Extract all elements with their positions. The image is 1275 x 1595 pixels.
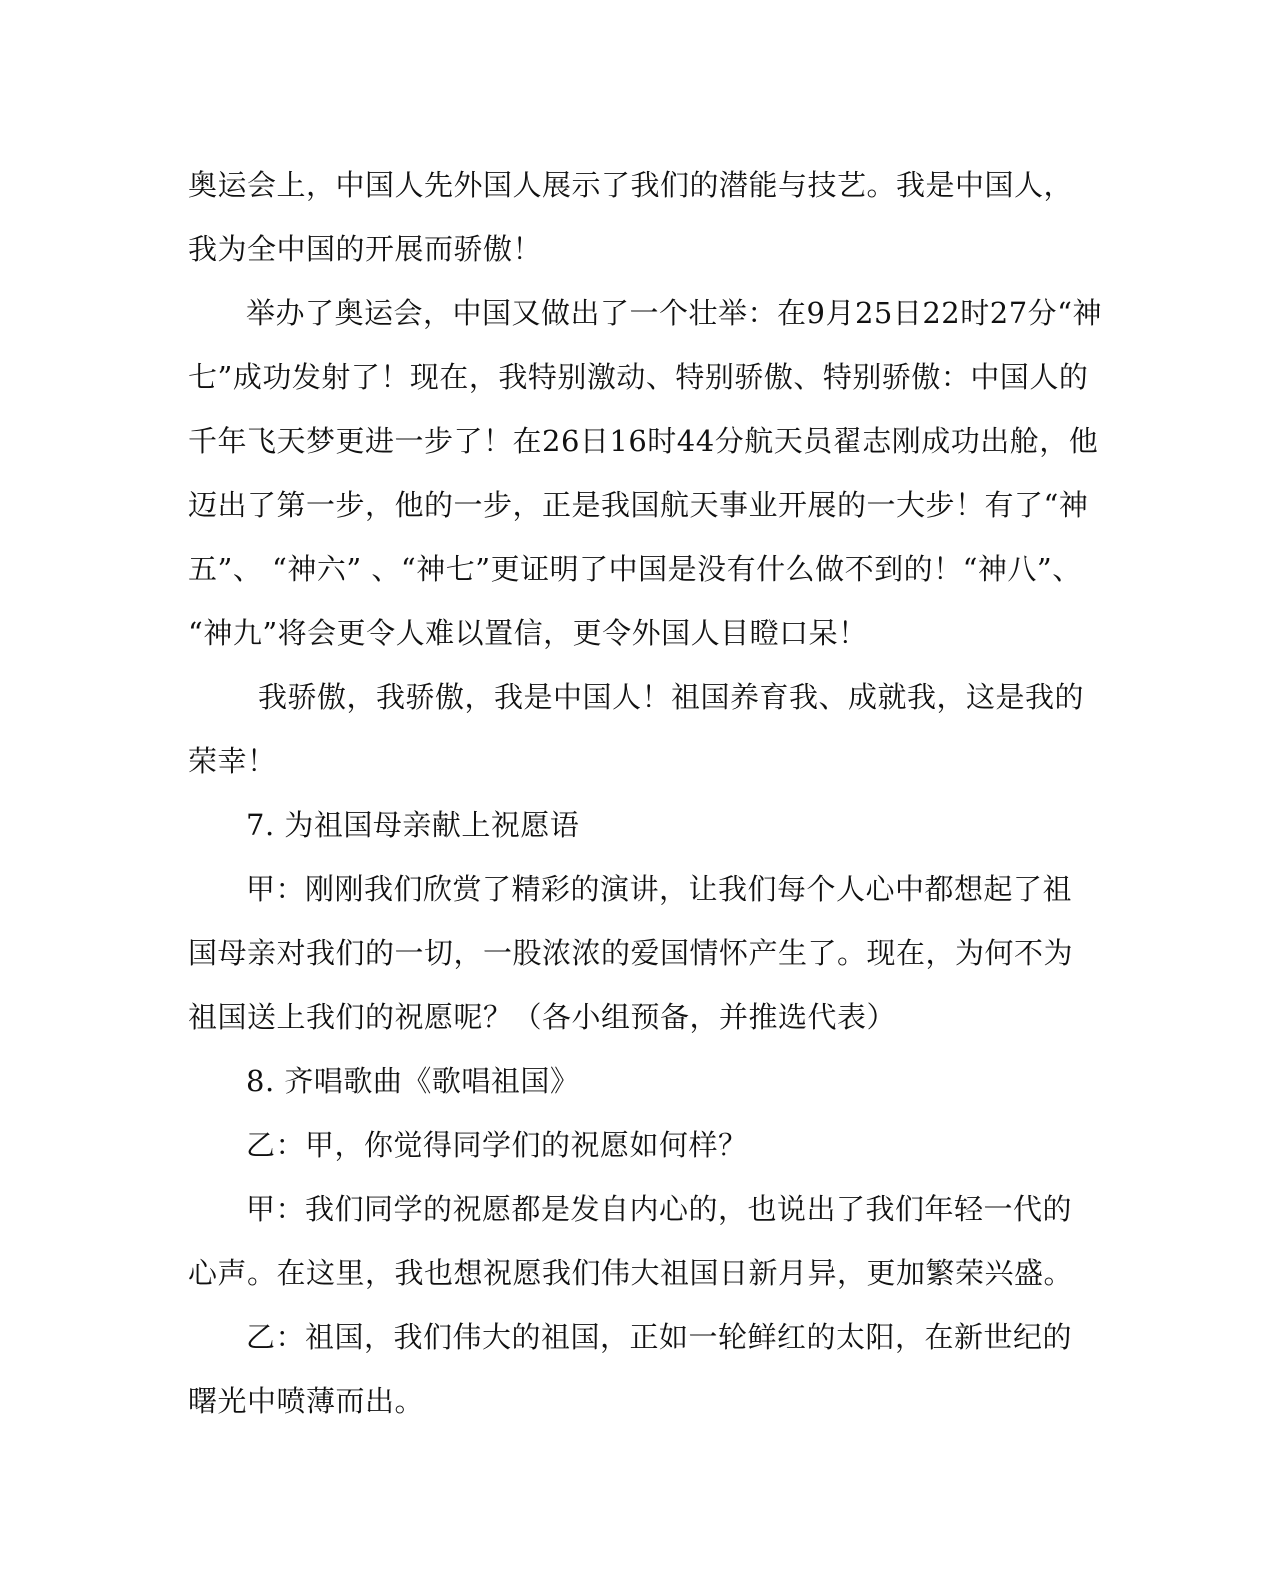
text-line: 国母亲对我们的一切，一股浓浓的爱国情怀产生了。现在，为何不为 [188,936,1074,970]
text-line: “神九”将会更令人难以置信，更令外国人目瞪口呆！ [188,616,868,650]
text-line: 我骄傲，我骄傲，我是中国人！祖国养育我、成就我，这是我的 [258,680,1085,714]
text-line: 祖国送上我们的祝愿呢？（各小组预备，并推选代表） [188,1000,897,1034]
section-heading: 8. 齐唱歌曲《歌唱祖国》 [246,1064,580,1098]
section-heading: 7. 为祖国母亲献上祝愿语 [246,808,580,842]
text-line: 我为全中国的开展而骄傲！ [188,232,543,266]
text-line: 甲：刚刚我们欣赏了精彩的演讲，让我们每个人心中都想起了祖 [246,872,1073,906]
text-line: 五”、 “神六” 、“神七”更证明了中国是没有什么做不到的！“神八”、 [188,552,1082,586]
text-line: 荣幸！ [188,744,277,778]
text-line: 乙：甲，你觉得同学们的祝愿如何样？ [246,1128,748,1162]
text-line: 乙：祖国，我们伟大的祖国，正如一轮鲜红的太阳，在新世纪的 [246,1320,1073,1354]
text-line: 甲：我们同学的祝愿都是发自内心的，也说出了我们年轻一代的 [246,1192,1073,1226]
text-line: 千年飞天梦更进一步了！在26日16时44分航天员翟志刚成功出舱，他 [188,424,1099,458]
text-line: 心声。在这里，我也想祝愿我们伟大祖国日新月异，更加繁荣兴盛。 [188,1256,1074,1290]
text-line: 迈出了第一步，他的一步，正是我国航天事业开展的一大步！有了“神 [188,488,1089,522]
text-line: 七”成功发射了！现在，我特别激动、特别骄傲、特别骄傲：中国人的 [188,360,1089,394]
text-line: 奥运会上，中国人先外国人展示了我们的潜能与技艺。我是中国人， [188,168,1074,202]
text-line: 举办了奥运会，中国又做出了一个壮举：在9月25日22时27分“神 [246,296,1102,330]
text-line: 曙光中喷薄而出。 [188,1384,425,1418]
